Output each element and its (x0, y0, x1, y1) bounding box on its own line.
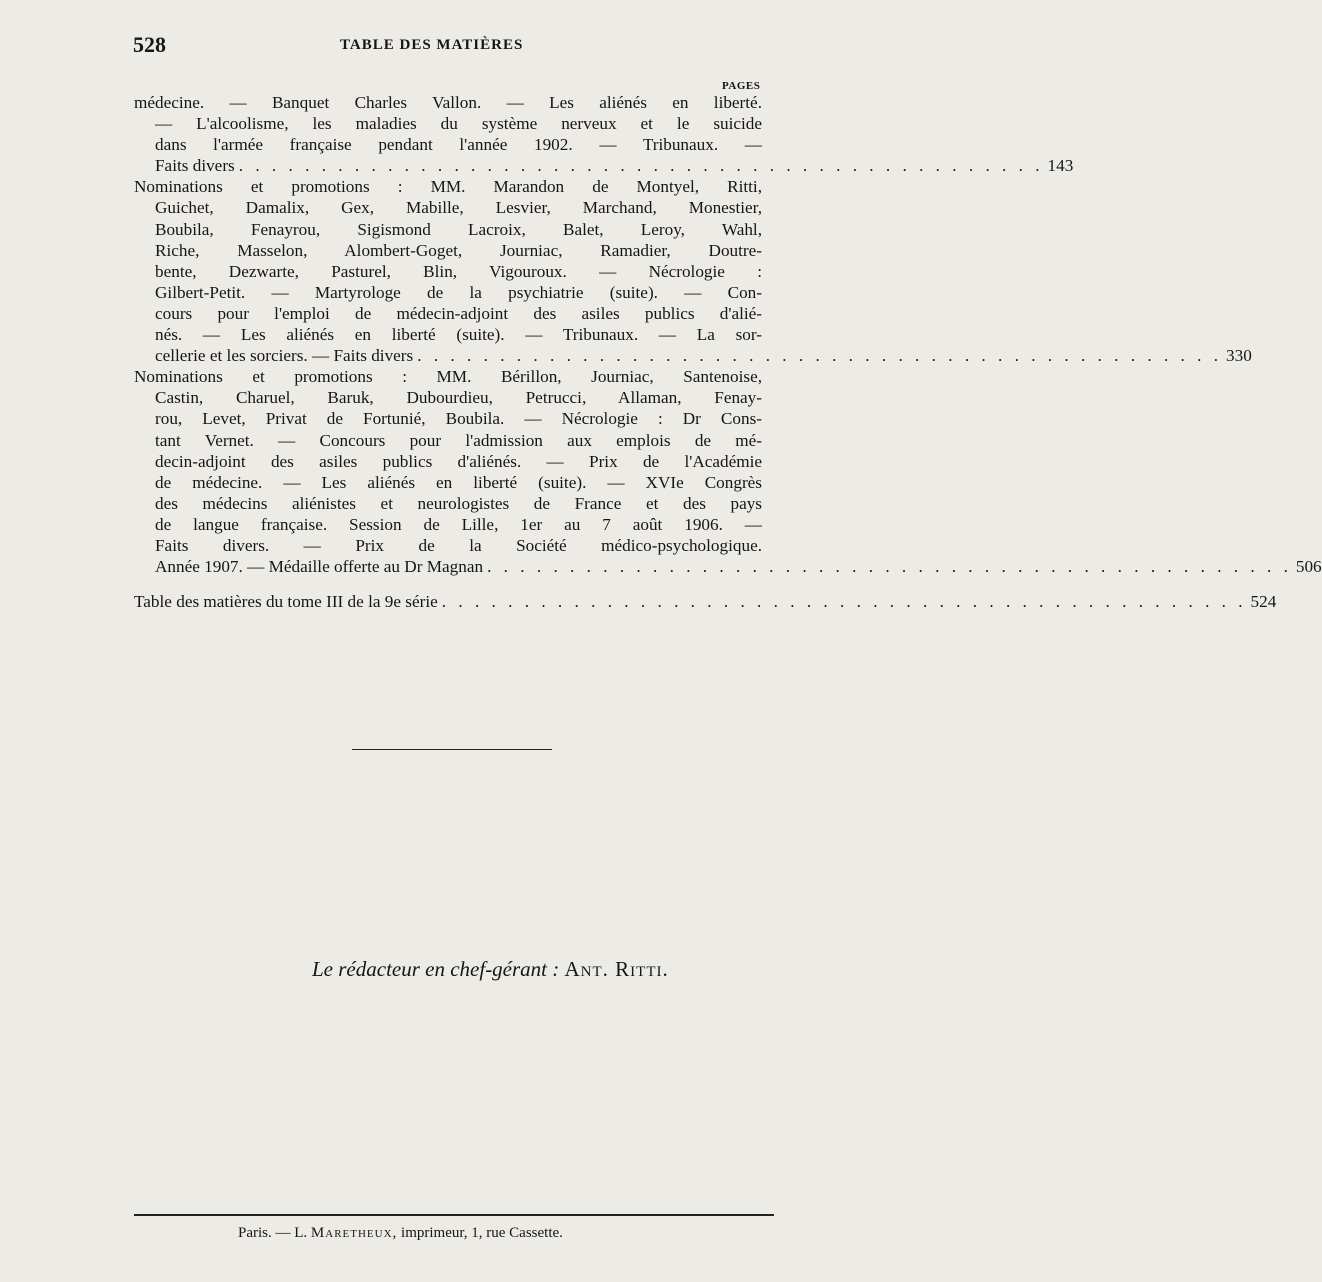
entry-line: des médecins aliénistes et neurologistes de France et des pays (155, 493, 762, 513)
entry-line: rou, Levet, Privat de Fortunié, Boubila. — Nécrologie : Dr Cons- (155, 409, 762, 429)
entry-line: de médecine. — Les aliénés en liberté (suite). — XVIe Congrès (155, 472, 762, 492)
entry-line: Nominations et promotions : MM. Marandon de Montyel, Ritti, (134, 177, 762, 197)
entry-line: de langue française. Session de Lille, 1er au 7 août 1906. — (155, 514, 762, 534)
table-of-contents (134, 92, 1322, 612)
editor-signature (312, 957, 669, 982)
entry-last-line (134, 591, 1277, 612)
entry-last-text: Année 1907. — Médaille offerte au Dr Magnan (155, 557, 484, 577)
entry-line: nés. — Les aliénés en liberté (suite). — Tribunaux. — La sor- (155, 325, 762, 345)
dot-leader: . . . . . . . . . . . . . . . . . . . . . . . . . . . . . . . . . . . . . . . . . . . . . . . . . (441, 592, 1247, 612)
entry-last-text: Table des matières du tome III de la 9e série (134, 592, 438, 612)
entry-last-line (134, 155, 1074, 176)
dot-leader: . . . . . . . . . . . . . . . . . . . . . . . . . . . . . . . . . . . . . . . . . . . . . . . . . (417, 346, 1223, 366)
entry-gap (134, 577, 762, 591)
editor-signature-prefix: Le rédacteur en chef-gérant : (312, 957, 560, 981)
entry-line: dans l'armée française pendant l'année 1902. — Tribunaux. — (155, 135, 762, 155)
entry-line: Nominations et promotions : MM. Bérillon, Journiac, Santenoise, (134, 367, 762, 387)
entry-last-text: cellerie et les sorciers. — Faits divers (155, 346, 414, 366)
toc-entry-table-des-matieres (134, 591, 1277, 612)
printer-imprint (238, 1225, 563, 1242)
entry-line: bente, Dezwarte, Pasturel, Blin, Vigouroux. — Nécrologie : (155, 261, 762, 281)
section-divider (352, 749, 552, 750)
printer-address: imprimeur, 1, rue Cassette. (401, 1225, 563, 1241)
entry-last-line (134, 556, 1322, 577)
entry-last-text: Faits divers (155, 156, 235, 176)
entry-line: médecine. — Banquet Charles Vallon. — Les aliénés en liberté. (134, 93, 762, 112)
entry-line: Castin, Charuel, Baruk, Dubourdieu, Petrucci, Allaman, Fenay- (155, 388, 762, 408)
editor-name: Ant. Ritti. (564, 957, 669, 981)
entry-line: Riche, Masselon, Alombert-Goget, Journiac, Ramadier, Doutre- (155, 240, 762, 260)
entry-line: Gilbert-Petit. — Martyrologe de la psychiatrie (suite). — Con- (155, 282, 762, 302)
dot-leader: . . . . . . . . . . . . . . . . . . . . . . . . . . . . . . . . . . . . . . . . . . . . . . . . . (487, 557, 1292, 577)
page-header (0, 30, 800, 60)
entry-line: tant Vernet. — Concours pour l'admission aux emplois de mé- (155, 430, 762, 450)
page-number: 528 (133, 32, 166, 57)
entry-line: Faits divers. — Prix de la Société médico-psychologique. (155, 535, 762, 555)
entry-page-number: 524 (1250, 592, 1277, 612)
entry-page-number: 143 (1047, 156, 1074, 176)
entry-line: Boubila, Fenayrou, Sigismond Lacroix, Balet, Leroy, Wahl, (155, 219, 762, 239)
dot-leader: . . . . . . . . . . . . . . . . . . . . . . . . . . . . . . . . . . . . . . . . . . . . . . . . . (238, 156, 1044, 176)
running-title: TABLE DES MATIÈRES (340, 37, 524, 53)
footer-divider (134, 1214, 774, 1216)
toc-entry-faits-divers-143 (134, 92, 1074, 176)
printer-name: Maretheux, (310, 1225, 398, 1241)
entry-line: Guichet, Damalix, Gex, Mabille, Lesvier, Marchand, Monestier, (155, 198, 762, 218)
toc-entry-nominations-330 (134, 176, 1252, 366)
entry-line: cours pour l'emploi de médecin-adjoint des asiles publics d'alié- (155, 303, 762, 323)
entry-line: decin-adjoint des asiles publics d'aliénés. — Prix de l'Académie (155, 451, 762, 471)
entry-page-number: 506 (1295, 557, 1322, 577)
pages-column-label: PAGES (722, 80, 761, 92)
printer-prefix: Paris. — L. (238, 1225, 308, 1241)
entry-last-line (134, 345, 1252, 366)
entry-page-number: 330 (1226, 346, 1252, 366)
entry-line: — L'alcoolisme, les maladies du système nerveux et le suicide (155, 114, 762, 134)
toc-entry-nominations-506 (134, 366, 1322, 577)
